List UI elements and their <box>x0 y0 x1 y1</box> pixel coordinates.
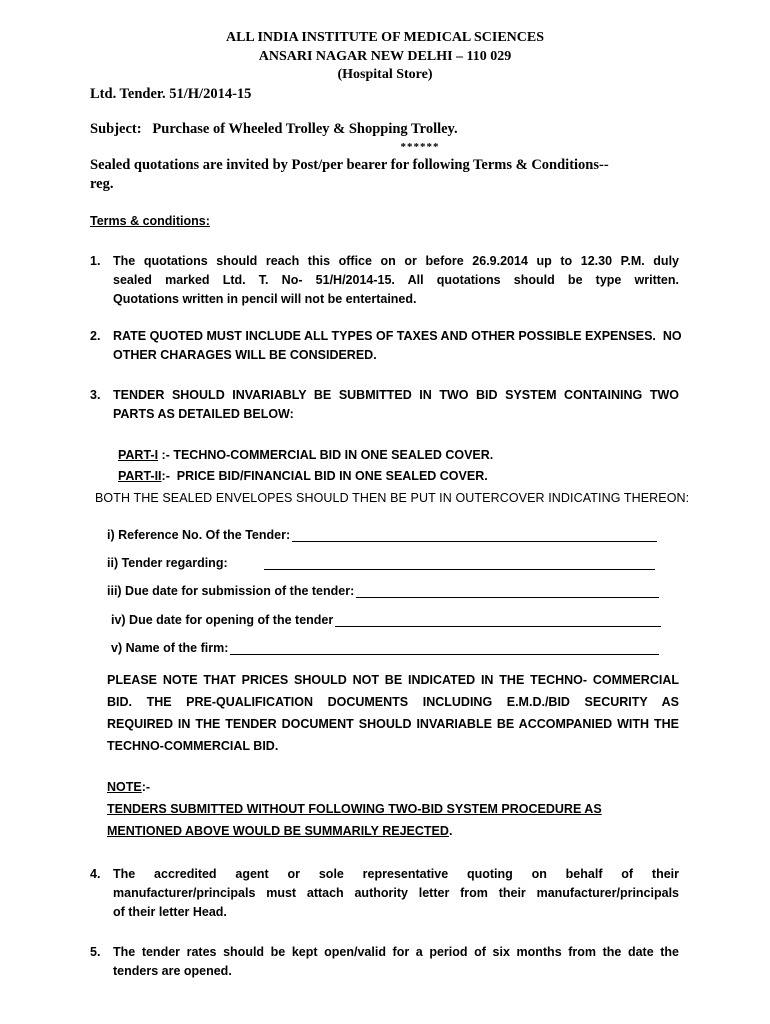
term-line: PARTS AS DETAILED BELOW: <box>113 407 294 421</box>
tender-reference: Ltd. Tender. 51/H/2014-15 <box>90 86 252 102</box>
term-line: The tender rates should be kept open/valid for a period of six months from the date the <box>113 945 679 959</box>
blank-line <box>230 641 659 655</box>
note-line-2-wrap <box>107 822 452 841</box>
part-2-label: PART-II <box>118 469 162 483</box>
field-label: i) Reference No. Of the Tender: <box>107 528 291 542</box>
institute-address: ANSARI NAGAR NEW DELHI – 110 029 <box>258 49 512 64</box>
term-line: RATE QUOTED MUST INCLUDE ALL TYPES OF TAXES AND OTHER POSSIBLE EXPENSES. NO <box>113 329 682 343</box>
term-number: 4. <box>90 867 101 881</box>
subject-line: Subject: Purchase of Wheeled Trolley & Shopping Trolley. <box>90 121 458 137</box>
field-firm-name <box>111 641 659 655</box>
note-suffix: :- <box>141 780 151 794</box>
field-tender-regarding <box>107 556 655 570</box>
term-number: 5. <box>90 945 101 959</box>
term-line: The accredited agent or sole representative quoting on behalf of their <box>113 867 679 881</box>
institute-name: ALL INDIA INSTITUTE OF MEDICAL SCIENCES <box>225 30 545 45</box>
terms-heading: Terms & conditions: <box>90 214 210 228</box>
part-1-text: :- TECHNO-COMMERCIAL BID IN ONE SEALED COVER. <box>158 448 494 462</box>
please-note-block <box>107 669 679 757</box>
please-note-line: PLEASE NOTE THAT PRICES SHOULD NOT BE INDICATED IN THE TECHNO- COMMERCIAL <box>107 673 679 687</box>
stars-separator: ****** <box>400 141 440 153</box>
blank-line <box>356 584 659 598</box>
please-note-line: REQUIRED IN THE TENDER DOCUMENT SHOULD INVARIABLE BE ACCOMPANIED WITH THE <box>107 717 679 731</box>
envelope-note: BOTH THE SEALED ENVELOPES SHOULD THEN BE PUT IN OUTERCOVER INDICATING THEREON: <box>95 491 690 505</box>
field-submission-date <box>107 584 659 598</box>
note-end: . <box>448 824 453 838</box>
field-reference-no <box>107 528 657 542</box>
blank-line <box>335 613 661 627</box>
intro-line-2: reg. <box>90 176 114 192</box>
part-1-line <box>118 446 493 465</box>
term-line: TENDER SHOULD INVARIABLY BE SUBMITTED IN TWO BID SYSTEM CONTAINING TWO <box>113 388 679 402</box>
term-line: tenders are opened. <box>113 964 232 978</box>
term-number: 3. <box>90 388 101 402</box>
term-line: Quotations written in pencil will not be entertained. <box>113 292 417 306</box>
term-line: The quotations should reach this office on or before 26.9.2014 up to 12.30 P.M. duly <box>113 254 679 268</box>
part-2-line <box>118 467 488 486</box>
field-label: ii) Tender regarding: <box>107 556 228 570</box>
note-heading <box>107 778 150 797</box>
intro-line-1: Sealed quotations are invited by Post/per bearer for following Terms & Conditions-- <box>90 157 609 173</box>
term-number: 1. <box>90 254 101 268</box>
field-label: iii) Due date for submission of the tender: <box>107 584 355 598</box>
note-line-1: TENDERS SUBMITTED WITHOUT FOLLOWING TWO-BID SYSTEM PROCEDURE AS <box>107 802 602 816</box>
term-line: OTHER CHARAGES WILL BE CONSIDERED. <box>113 348 377 362</box>
term-number: 2. <box>90 329 101 343</box>
part-2-text: :- PRICE BID/FINANCIAL BID IN ONE SEALED COVER. <box>161 469 488 483</box>
term-line: sealed marked Ltd. T. No- 51/H/2014-15. All quotations should be type written. <box>113 273 679 287</box>
department-name: (Hospital Store) <box>337 67 433 82</box>
please-note-line: BID. THE PRE-QUALIFICATION DOCUMENTS INCLUDING E.M.D./BID SECURITY AS <box>107 695 679 709</box>
field-label: v) Name of the firm: <box>111 641 229 655</box>
blank-line <box>264 556 655 570</box>
field-label: iv) Due date for opening of the tender <box>111 613 334 627</box>
field-opening-date <box>111 613 661 627</box>
note-line-2: MENTIONED ABOVE WOULD BE SUMMARILY REJECTED <box>107 824 449 838</box>
note-label: NOTE <box>107 780 142 794</box>
blank-line <box>292 528 657 542</box>
please-note-line: TECHNO-COMMERCIAL BID. <box>107 739 279 753</box>
term-line: manufacturer/principals must attach authority letter from their manufacturer/principals <box>113 886 679 900</box>
part-1-label: PART-I <box>118 448 159 462</box>
term-line: of their letter Head. <box>113 905 227 919</box>
